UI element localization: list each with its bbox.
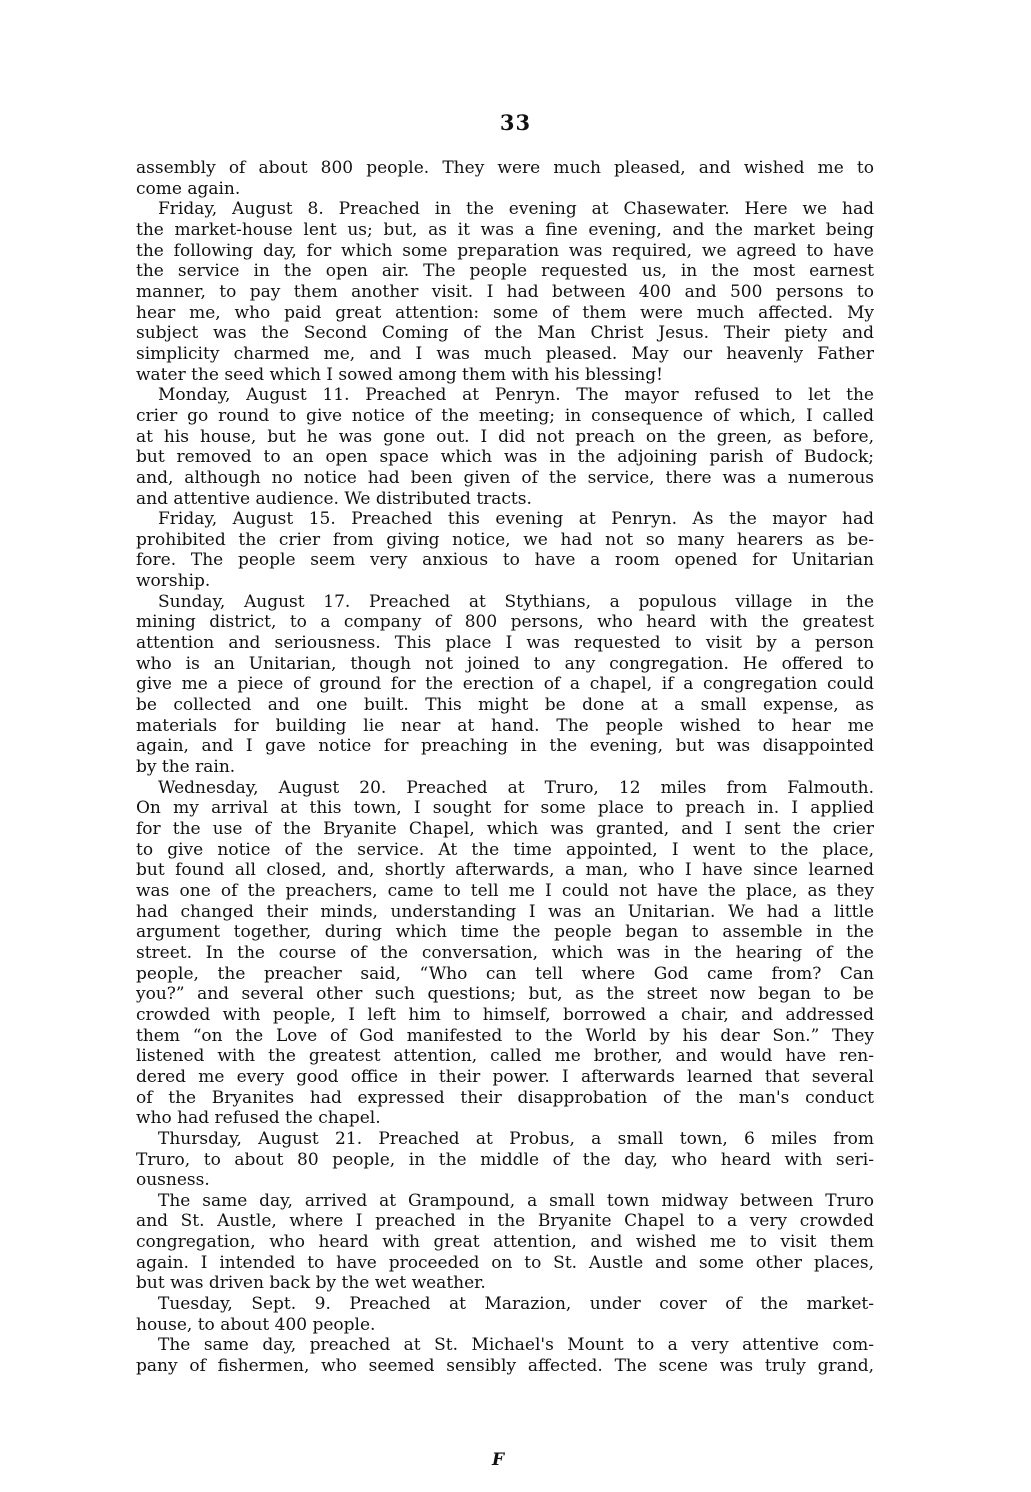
text-line: mining district, to a company of 800 persons, who heard with the greatest (136, 612, 874, 633)
text-line: ousness. (136, 1170, 210, 1191)
text-line: house, to about 400 people. (136, 1314, 376, 1335)
text-line: and, although no notice had been given of the service, there was a numerous (136, 467, 874, 488)
text-line: at his house, but he was gone out. I did not preach on the green, as before, (136, 426, 874, 447)
text-line: Truro, to about 80 people, in the middle of the day, who heard with seri- (136, 1149, 874, 1170)
text-line: again. I intended to have proceeded on to St. Austle and some other places, (136, 1252, 874, 1273)
text-line: people, the preacher said, “Who can tell where God came from? Can (136, 963, 874, 984)
text-line: Friday, August 15. Preached this evening at Penryn. As the mayor had (158, 509, 874, 530)
text-line: for the use of the Bryanite Chapel, which was granted, and I sent the crier (136, 819, 874, 839)
text-line: worship. (136, 571, 211, 592)
text-line: was one of the preachers, came to tell me I could not have the place, as they (136, 880, 874, 901)
text-line: come again. (136, 178, 241, 199)
text-line: Friday, August 8. Preached in the evening at Chasewater. Here we had (158, 199, 874, 220)
text-line: crowded with people, I left him to himself, borrowed a chair, and addressed (136, 1004, 874, 1025)
text-line: The same day, arrived at Grampound, a small town midway between Truro (158, 1190, 874, 1211)
text-line: had changed their minds, understanding I was an Unitarian. We had a little (136, 901, 874, 922)
text-line: give me a piece of ground for the erection of a chapel, if a congregation could (136, 674, 874, 695)
body-text (136, 158, 874, 1377)
text-line: but removed to an open space which was in the adjoining parish of Budock; (136, 447, 874, 468)
text-line: be collected and one built. This might be done at a small expense, as (136, 695, 874, 716)
text-line: to give notice of the service. At the time appointed, I went to the place, (136, 839, 874, 860)
text-line: who is an Unitarian, though not joined to any congregation. He offered to (136, 653, 874, 674)
text-line: the following day, for which some preparation was required, we agreed to have (136, 240, 874, 261)
text-line: attention and seriousness. This place I was requested to visit by a person (136, 633, 874, 654)
text-line: argument together, during which time the people began to assemble in the (136, 922, 874, 943)
text-line: pany of fishermen, who seemed sensibly affected. The scene was truly grand, (136, 1356, 874, 1377)
text-line: prohibited the crier from giving notice, we had not so many hearers as be- (136, 529, 874, 550)
text-line: Tuesday, Sept. 9. Preached at Marazion, under cover of the market- (158, 1294, 874, 1315)
text-line: subject was the Second Coming of the Man Christ Jesus. Their piety and (136, 323, 874, 344)
text-line: The same day, preached at St. Michael's Mount to a very attentive com- (158, 1335, 874, 1356)
text-line: Wednesday, August 20. Preached at Truro, 12 miles from Falmouth. (158, 777, 874, 798)
text-line: the service in the open air. The people requested us, in the most earnest (136, 261, 874, 282)
text-line: listened with the greatest attention, called me brother, and would have ren- (136, 1046, 874, 1067)
text-line: street. In the course of the conversation, which was in the hearing of the (136, 942, 874, 963)
text-line: crier go round to give notice of the meeting; in consequence of which, I called (136, 405, 874, 426)
text-line: assembly of about 800 people. They were much pleased, and wished me to (136, 158, 874, 178)
text-line: water the seed which I sowed among them with his blessing! (136, 364, 663, 385)
text-line: congregation, who heard with great attention, and wished me to visit them (136, 1232, 874, 1253)
page-number: 33 (499, 110, 532, 135)
text-line: Thursday, August 21. Preached at Probus, a small town, 6 miles from (158, 1128, 874, 1149)
text-line: by the rain. (136, 757, 236, 778)
text-line: Sunday, August 17. Preached at Stythians, a populous village in the (158, 591, 874, 612)
text-line: the market-house lent us; but, as it was a fine evening, and the market being (136, 219, 874, 240)
text-line: but found all closed, and, shortly afterwards, a man, who I have since learned (136, 860, 874, 881)
text-line: them “on the Love of God manifested to the World by his dear Son.” They (136, 1025, 874, 1046)
text-line: of the Bryanites had expressed their disapprobation of the man's conduct (136, 1087, 874, 1108)
signature-mark: F (492, 1450, 505, 1470)
text-line: and St. Austle, where I preached in the Bryanite Chapel to a very crowded (136, 1211, 874, 1232)
text-line: manner, to pay them another visit. I had between 400 and 500 persons to (136, 281, 874, 302)
text-line: who had refused the chapel. (136, 1108, 381, 1129)
text-line: simplicity charmed me, and I was much pleased. May our heavenly Father (136, 343, 874, 364)
text-line: hear me, who paid great attention: some of them were much affected. My (136, 302, 874, 323)
text-line: you?” and several other such questions; but, as the street now began to be (136, 984, 874, 1005)
text-line: and attentive audience. We distributed tracts. (136, 488, 532, 509)
text-line: again, and I gave notice for preaching in the evening, but was disappointed (136, 736, 874, 757)
text-line: materials for building lie near at hand. The people wished to hear me (136, 715, 874, 736)
text-line: fore. The people seem very anxious to have a room opened for Unitarian (136, 550, 874, 571)
text-line: On my arrival at this town, I sought for some place to preach in. I applied (136, 798, 874, 819)
text-line: but was driven back by the wet weather. (136, 1273, 486, 1294)
text-line: dered me every good office in their power. I afterwards learned that several (136, 1066, 874, 1087)
text-line: Monday, August 11. Preached at Penryn. The mayor refused to let the (158, 385, 874, 406)
